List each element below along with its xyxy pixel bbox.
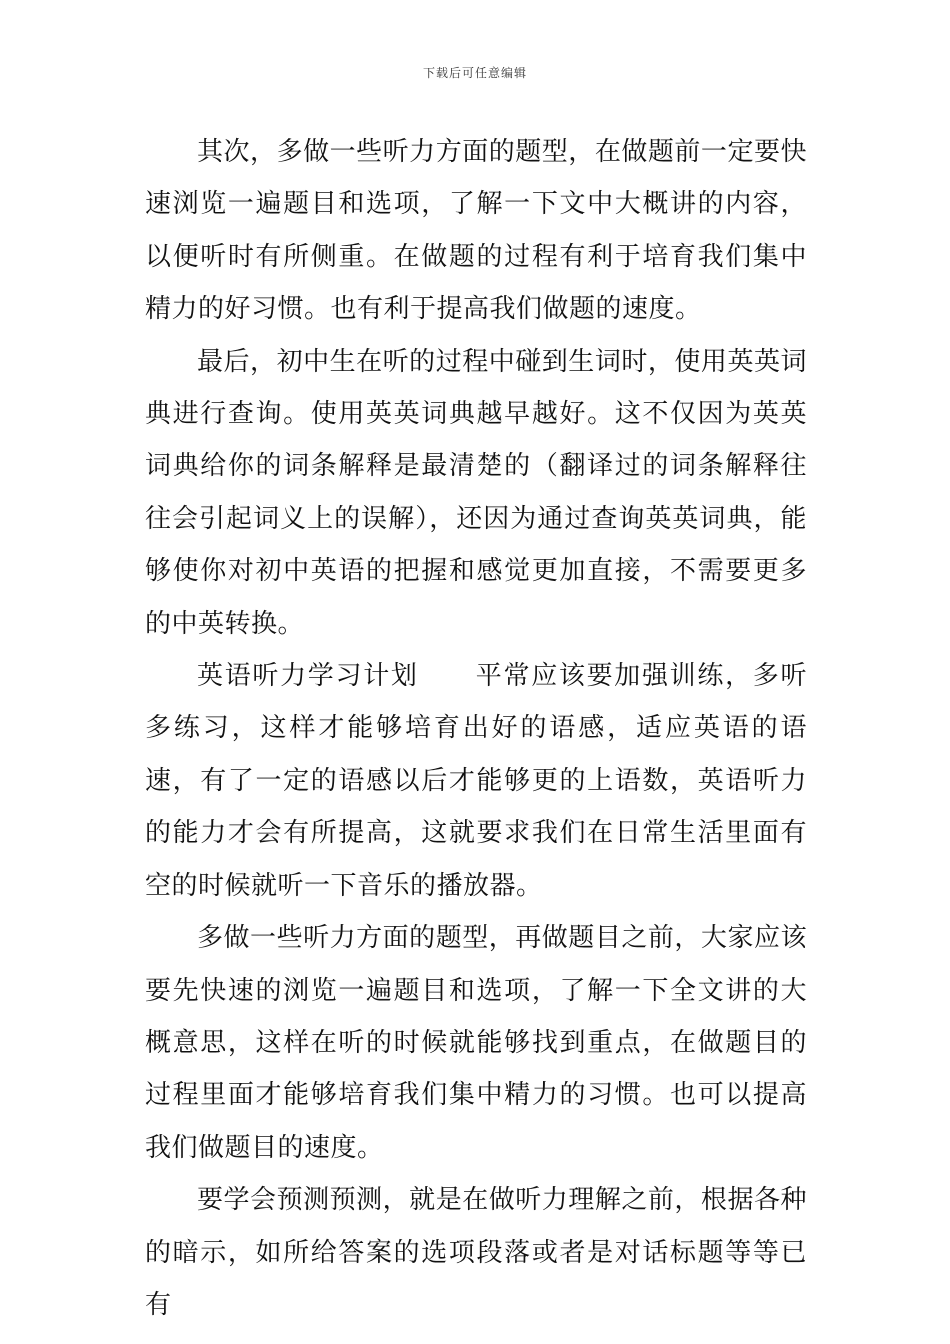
paragraph-prediction: 要学会预测预测，就是在做听力理解之前，根据各种的暗示，如所给答案的选项段落或者是对话标题等等已有 — [145, 1185, 807, 1320]
paragraph-study-plan — [145, 650, 807, 912]
paragraph-dictionary-advice: 最后，初中生在听的过程中碰到生词时，使用英英词典进行查询。使用英英词典越早越好。这不仅因为英英词典给你的词条解释是最清楚的（翻译过的词条解释往往会引起词义上的误解），还因为通过查询英英词典，能够使你对初中英语的把握和感觉更加直接，不需要更多的中英转换。 — [145, 346, 807, 639]
study-plan-title: 英语听力学习计划 — [197, 661, 419, 692]
document-body — [145, 126, 807, 1331]
paragraph-question-practice: 多做一些听力方面的题型，再做题目之前，大家应该要先快速的浏览一遍题目和选项，了解一下全文讲的大概意思，这样在听的时候就能够找到重点，在做题目的过程里面才能够培育我们集中精力的习惯。也可以提高我们做题目的速度。 — [145, 923, 807, 1163]
page-header: 下载后可任意编辑 — [422, 66, 527, 80]
paragraph-listening-practice: 其次，多做一些听力方面的题型，在做题前一定要快速浏览一遍题目和选项，了解一下文中大概讲的内容，以便听时有所侧重。在做题的过程有利于培育我们集中精力的好习惯。也有利于提高我们做题的速度。 — [145, 137, 807, 325]
study-plan-text: 平常应该要加强训练，多听多练习，这样才能够培育出好的语感，适应英语的语速，有了一定的语感以后才能够更的上语数，英语听力的能力才会有所提高，这就要求我们在日常生活里面有空的时候就听一下音乐的播放器。 — [145, 661, 807, 901]
